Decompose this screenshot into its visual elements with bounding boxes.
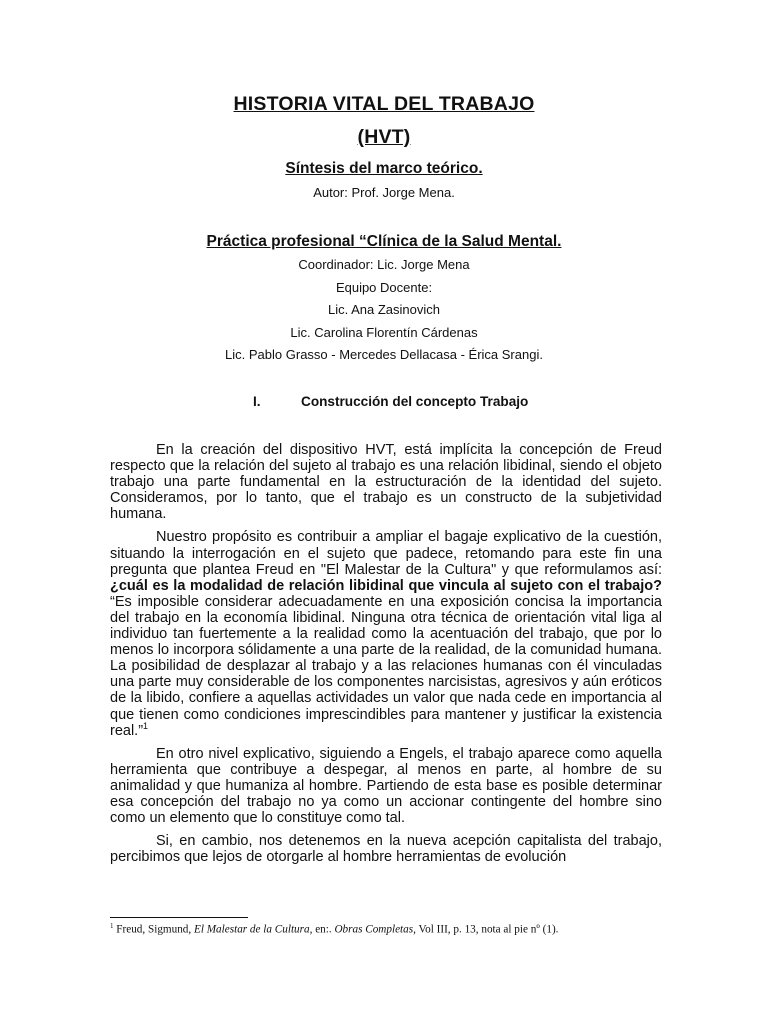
practice-title: Práctica profesional “Clínica de la Salud Mental. <box>206 233 562 250</box>
paragraph-text: Nuestro propósito es contribuir a ampliar el bagaje explicativo de la cuestión, situando la interrogación en el sujeto que padece, retomando para este fin una pregunta que plantea Freud en "El Malestar de la Cultura" y que reformulamos así: <box>110 529 662 578</box>
footnote-number: 1 <box>110 922 114 930</box>
coordinator-line: Coordinador: Lic. Jorge Mena <box>298 257 470 272</box>
team-member: Lic. Ana Zasinovich <box>327 302 440 317</box>
footnote <box>110 922 558 936</box>
freud-quote: “Es imposible considerar adecuadamente en una exposición concisa la importancia del trabajo en la economía libidinal. Ninguna otra técnica de orientación vital liga al individuo tan fuertemente a la realidad como la acentuación del trabajo, que por lo menos lo incorpora sólidamente a una parte de la realidad, de la comunidad humana. La posibilidad de desplazar al trabajo y a las relaciones humanas con él vinculadas una parte muy considerable de los componentes narcisistas, agresivos y aún eróticos de la libido, confiere a aquellas actividades un valor que nada cede en importancia al que tienen como condiciones imprescindibles para mantener y justificar la existencia real.” <box>110 593 662 739</box>
section-heading: Construcción del concepto Trabajo <box>301 394 529 409</box>
team-member: Lic. Carolina Florentín Cárdenas <box>290 325 478 340</box>
footnote-reference[interactable]: 1 <box>143 720 149 731</box>
body-text <box>110 442 662 872</box>
footnote-mid: en:. <box>312 923 335 936</box>
team-member: Lic. Pablo Grasso - Mercedes Dellacasa - Érica Srangi. <box>225 347 543 362</box>
footnote-work: El Malestar de la Cultura, <box>194 923 313 936</box>
document-title: HISTORIA VITAL DEL TRABAJO <box>233 93 535 115</box>
paragraph: Si, en cambio, nos detenemos en la nueva acepción capitalista del trabajo, percibimos que lejos de otorgarle al hombre herramientas de evolución <box>110 833 662 866</box>
document-subtitle: Síntesis del marco teórico. <box>285 160 483 177</box>
author-line: Autor: Prof. Jorge Mena. <box>313 185 455 200</box>
footnote-separator <box>110 917 248 918</box>
paragraph: En otro nivel explicativo, siguiendo a Engels, el trabajo aparece como aquella herramienta que contribuye a despegar, al menos en parte, al hombre de su animalidad y que humaniza al hombre. Partiendo de esta base es posible determinar esa concepción del trabajo no ya como un accionar contingente del hombre sino como un elemento que lo constituye como tal. <box>110 745 662 827</box>
research-question: ¿cuál es la modalidad de relación libidinal que vincula al sujeto con el trabajo? <box>110 577 662 594</box>
paragraph <box>110 529 662 738</box>
section-number: I. <box>253 394 261 409</box>
document-title-acronym: (HVT) <box>357 126 411 148</box>
team-label: Equipo Docente: <box>335 280 433 295</box>
footnote-author: Freud, Sigmund, <box>113 923 194 936</box>
footnote-tail: Vol III, p. 13, nota al pie nº (1). <box>415 923 559 936</box>
paragraph: En la creación del dispositivo HVT, está implícita la concepción de Freud respecto que la relación del sujeto al trabajo es una relación libidinal, siendo el objeto trabajo una parte fundamental en la estructuración de la identidad del sujeto. Consideramos, por lo tanto, que el trabajo es un constructo de la subjetividad humana. <box>110 442 662 523</box>
footnote-collection: Obras Completas, <box>334 923 416 936</box>
